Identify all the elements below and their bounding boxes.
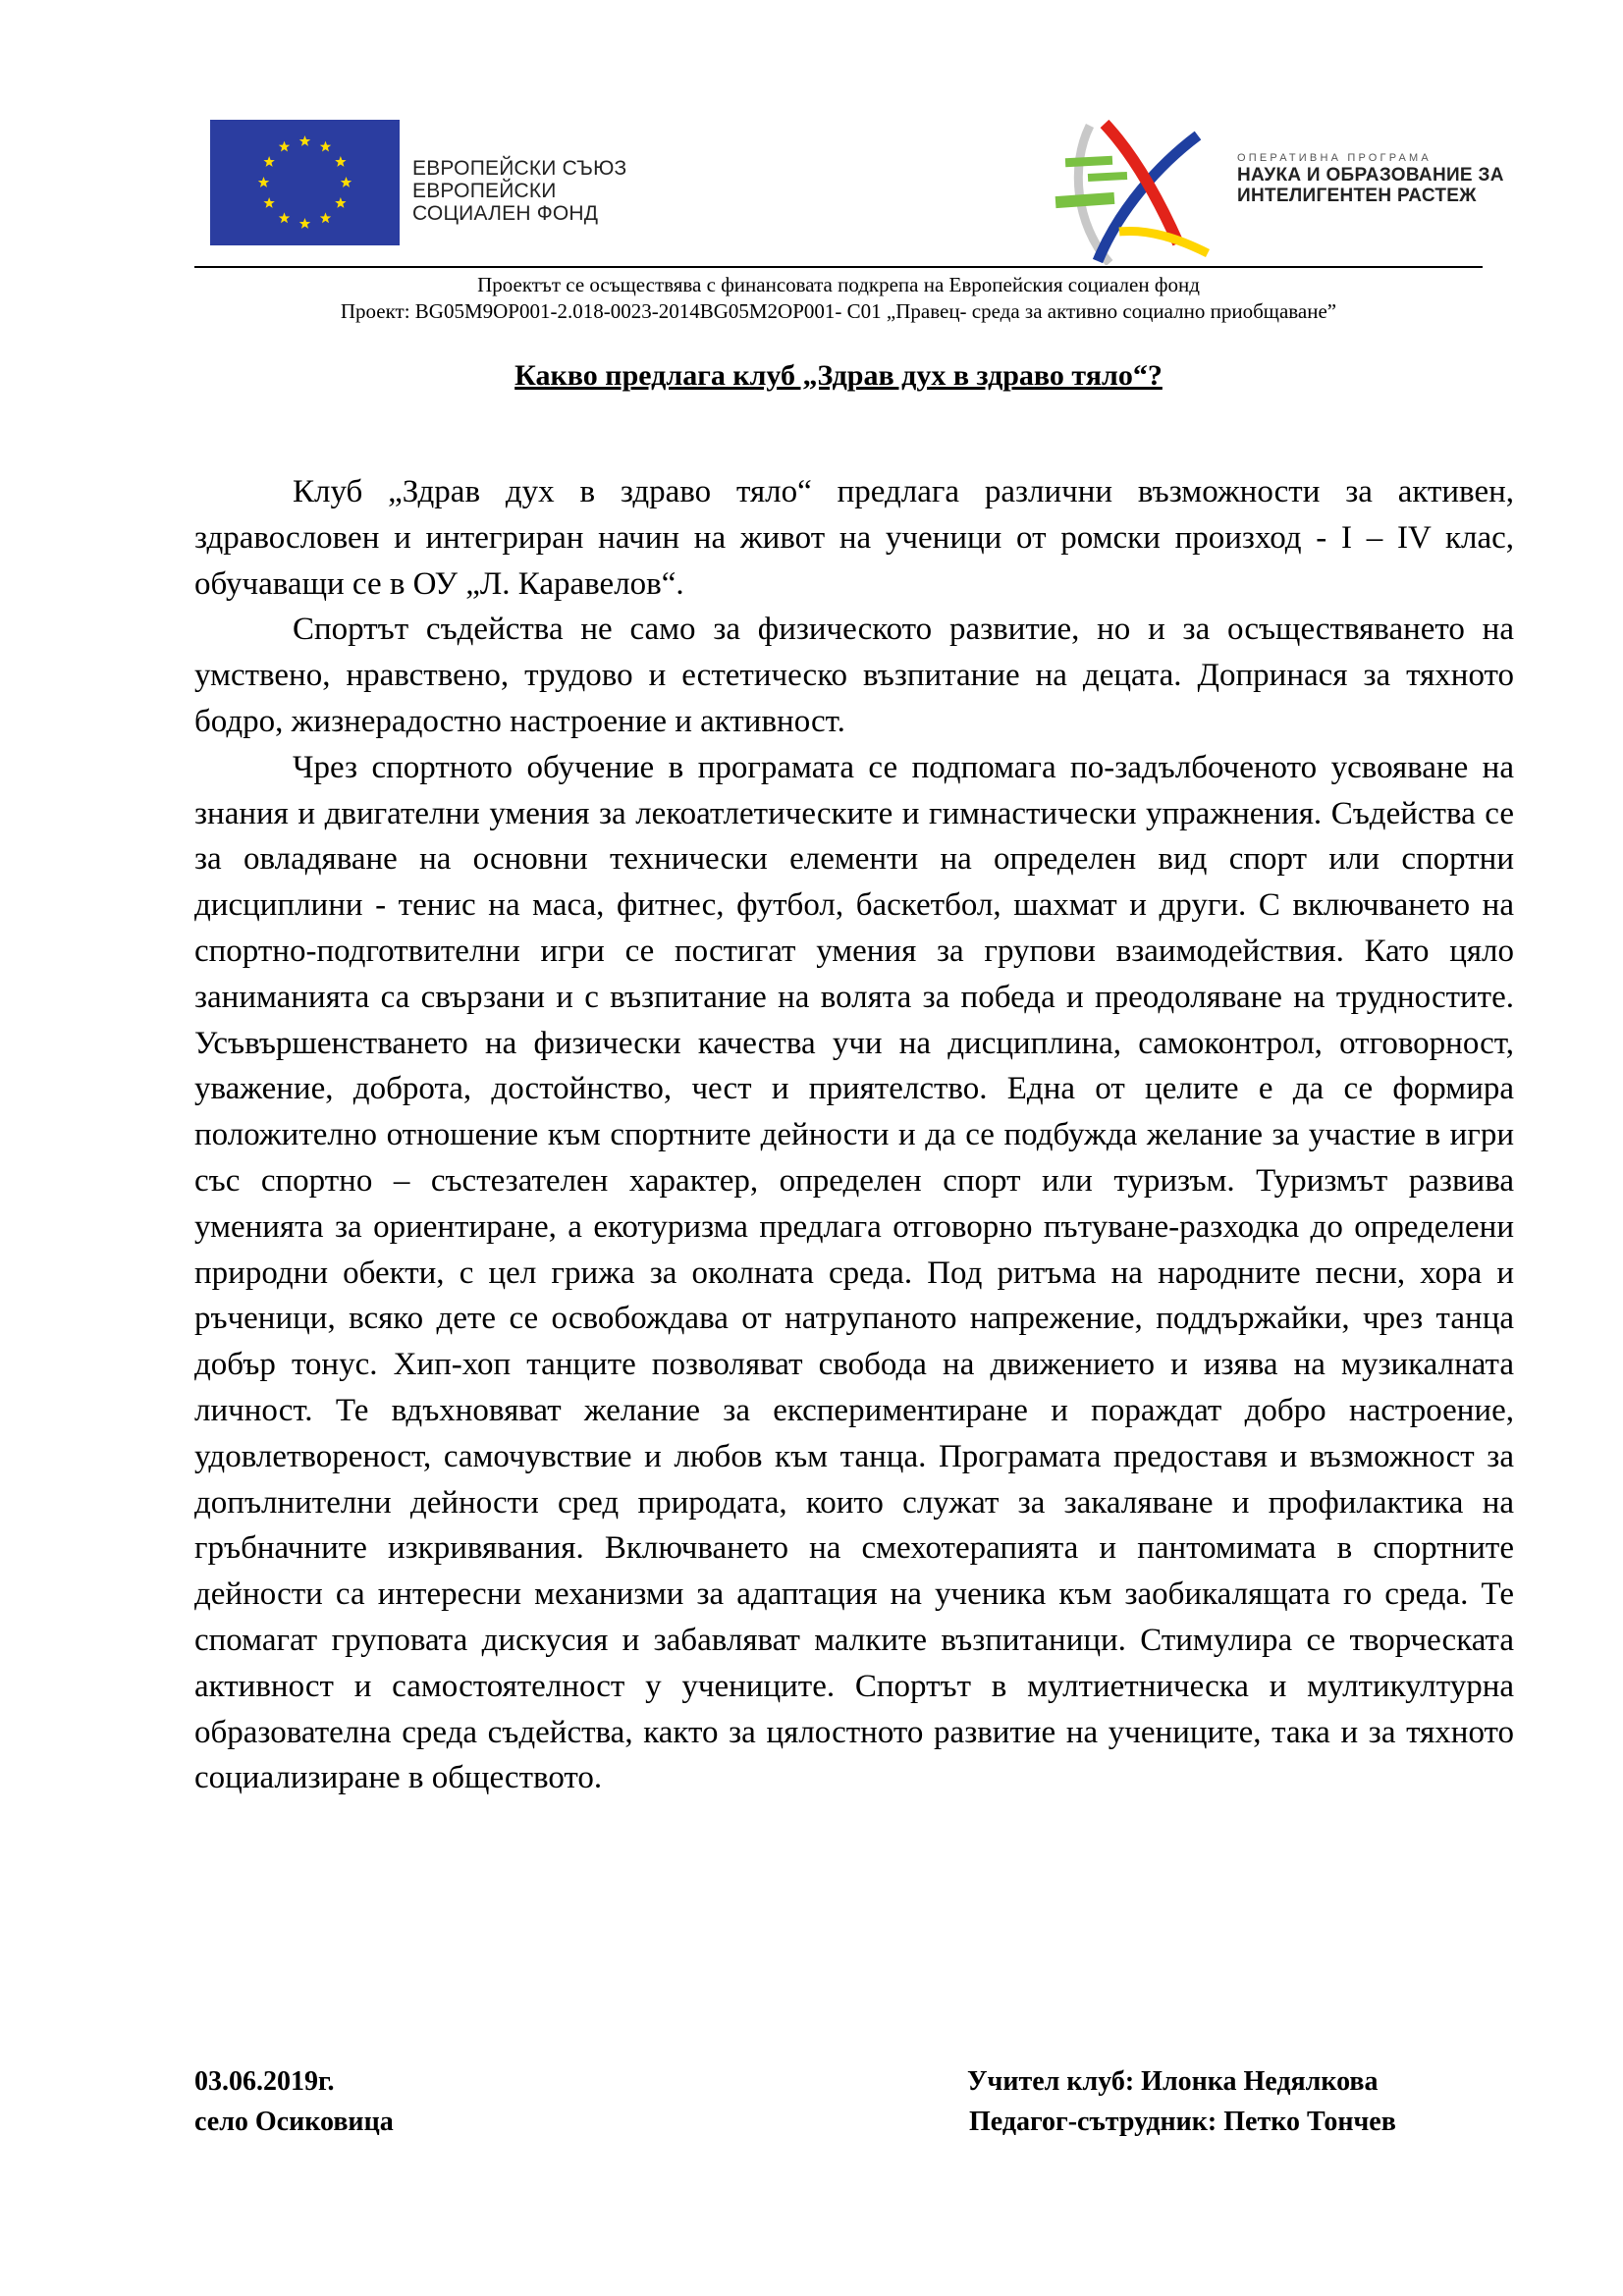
op-programme-logo <box>1051 116 1227 265</box>
header-divider <box>194 266 1483 268</box>
eu-logo-line2: ЕВРОПЕЙСКИ <box>412 180 557 202</box>
op-programme-line2: ИНТЕЛИГЕНТЕН РАСТЕЖ <box>1237 186 1477 206</box>
eu-logo-text <box>412 157 626 225</box>
eu-flag-logo <box>210 120 400 245</box>
op-programme-line1: НАУКА И ОБРАЗОВАНИЕ ЗА <box>1237 165 1504 186</box>
eu-logo-line3: СОЦИАЛЕН ФОНД <box>412 202 599 225</box>
footer-date-place <box>194 2061 394 2142</box>
body-paragraph-1: Клуб „Здрав дух в здраво тяло“ предлага различни възможности за активен, здравословен и интегриран начин на живот на ученици от ромски произход - I – IV клас, обучаващи се в ОУ „Л. Каравелов“. <box>194 474 1514 602</box>
logo-yellow-stroke <box>1119 231 1208 253</box>
document-body <box>194 469 1514 1801</box>
funding-note <box>194 272 1483 325</box>
body-paragraph-3: Чрез спортното обучение в програмата се подпомага по-задълбоченото усвояване на знания и двигателни умения за лекоатлетическите и гимнастически упражнения. Съдейства се за овладяване на основни технически елементи на определен вид спорт или спортни дисциплини - тенис на маса, фитнес, футбол, баскетбол, шахмат и други. С включването на спортно-подготвителни игри се постигат умения за групови взаимодействия. Като цяло заниманията са свързани и с възпитание на волята за победа и преодоляване на трудностите. Усъвършенстването на физически качества учи на дисциплина, самоконтрол, отговорност, уважение, доброта, достойнство, чест и приятелство. Една от целите е да се формира положително отношение към спортните дейности и да се подбужда желание за участие в игри със спортно – състезателен характер, определен спорт или туризъм. Туризмът развива уменията за ориентиране, а екотуризма предлага отговорно пътуване-разходка до определени природни обекти, с цел грижа за околната среда. Под ритъма на народните песни, хора и ръченици, всяко дете се освобождава от натрупаното напрежение, поддържайки, чрез танца добър тонус. Хип-хоп танците позволяват свобода на движението и изява на музикалната личност. Те вдъхновяват желание за експериментиране и пораждат добро настроение, удовлетвореност, самочувствие и любов към танца. Програмата предоставя и възможност за допълнителни дейности сред природата, които служат за закаляване и профилактика на гръбначните изкривявания. Включването на смехотерапията и пантомимата в спортните дейности са интересни механизми за адаптация на ученика към заобикалящата го среда. Те спомагат груповата дискусия и забавляват малките възпитаници. Стимулира се творческата активност и самостоятелност у учениците. Спортът в мултиетническа и мултикултурна образователна среда съдейства, както за цялостното развитие на учениците, така и за тяхното социализиране в обществото. <box>194 749 1514 1796</box>
body-paragraph-2: Спортът съдейства не само за физическото развитие, но и за осъществяването на умствено, нравствено, трудово и естетическо възпитание на децата. Допринася за тяхното бодро, жизнерадостно настроение и активност. <box>194 612 1514 739</box>
footer-place: село Осиковица <box>194 2107 394 2137</box>
funding-line-1: Проектът се осъществява с финансовата подкрепа на Европейския социален фонд <box>477 273 1200 296</box>
document-title: Какво предлага клуб „Здрав дух в здраво тяло“? <box>514 359 1163 392</box>
footer-teacher: Учител клуб: Илонка Недялкова <box>967 2066 1379 2097</box>
logo-green-bar-1 <box>1065 156 1112 167</box>
footer-date: 03.06.2019г. <box>194 2066 335 2097</box>
footer-signatures <box>967 2061 1396 2142</box>
op-programme-small-label: ОПЕРАТИВНА ПРОГРАМА <box>1237 152 1432 164</box>
funding-line-2: Проект: BG05M9OP001-2.018-0023-2014BG05M2OP001- C01 „Правец- среда за активно социално приобщаване” <box>340 299 1337 323</box>
logo-green-bar-2 <box>1088 172 1127 182</box>
eu-logo-line1: ЕВРОПЕЙСКИ СЪЮЗ <box>412 157 627 180</box>
logo-green-bar-3 <box>1055 192 1115 208</box>
op-programme-text <box>1237 151 1504 206</box>
footer-pedagogue: Педагог-сътрудник: Петко Тончев <box>969 2107 1396 2137</box>
